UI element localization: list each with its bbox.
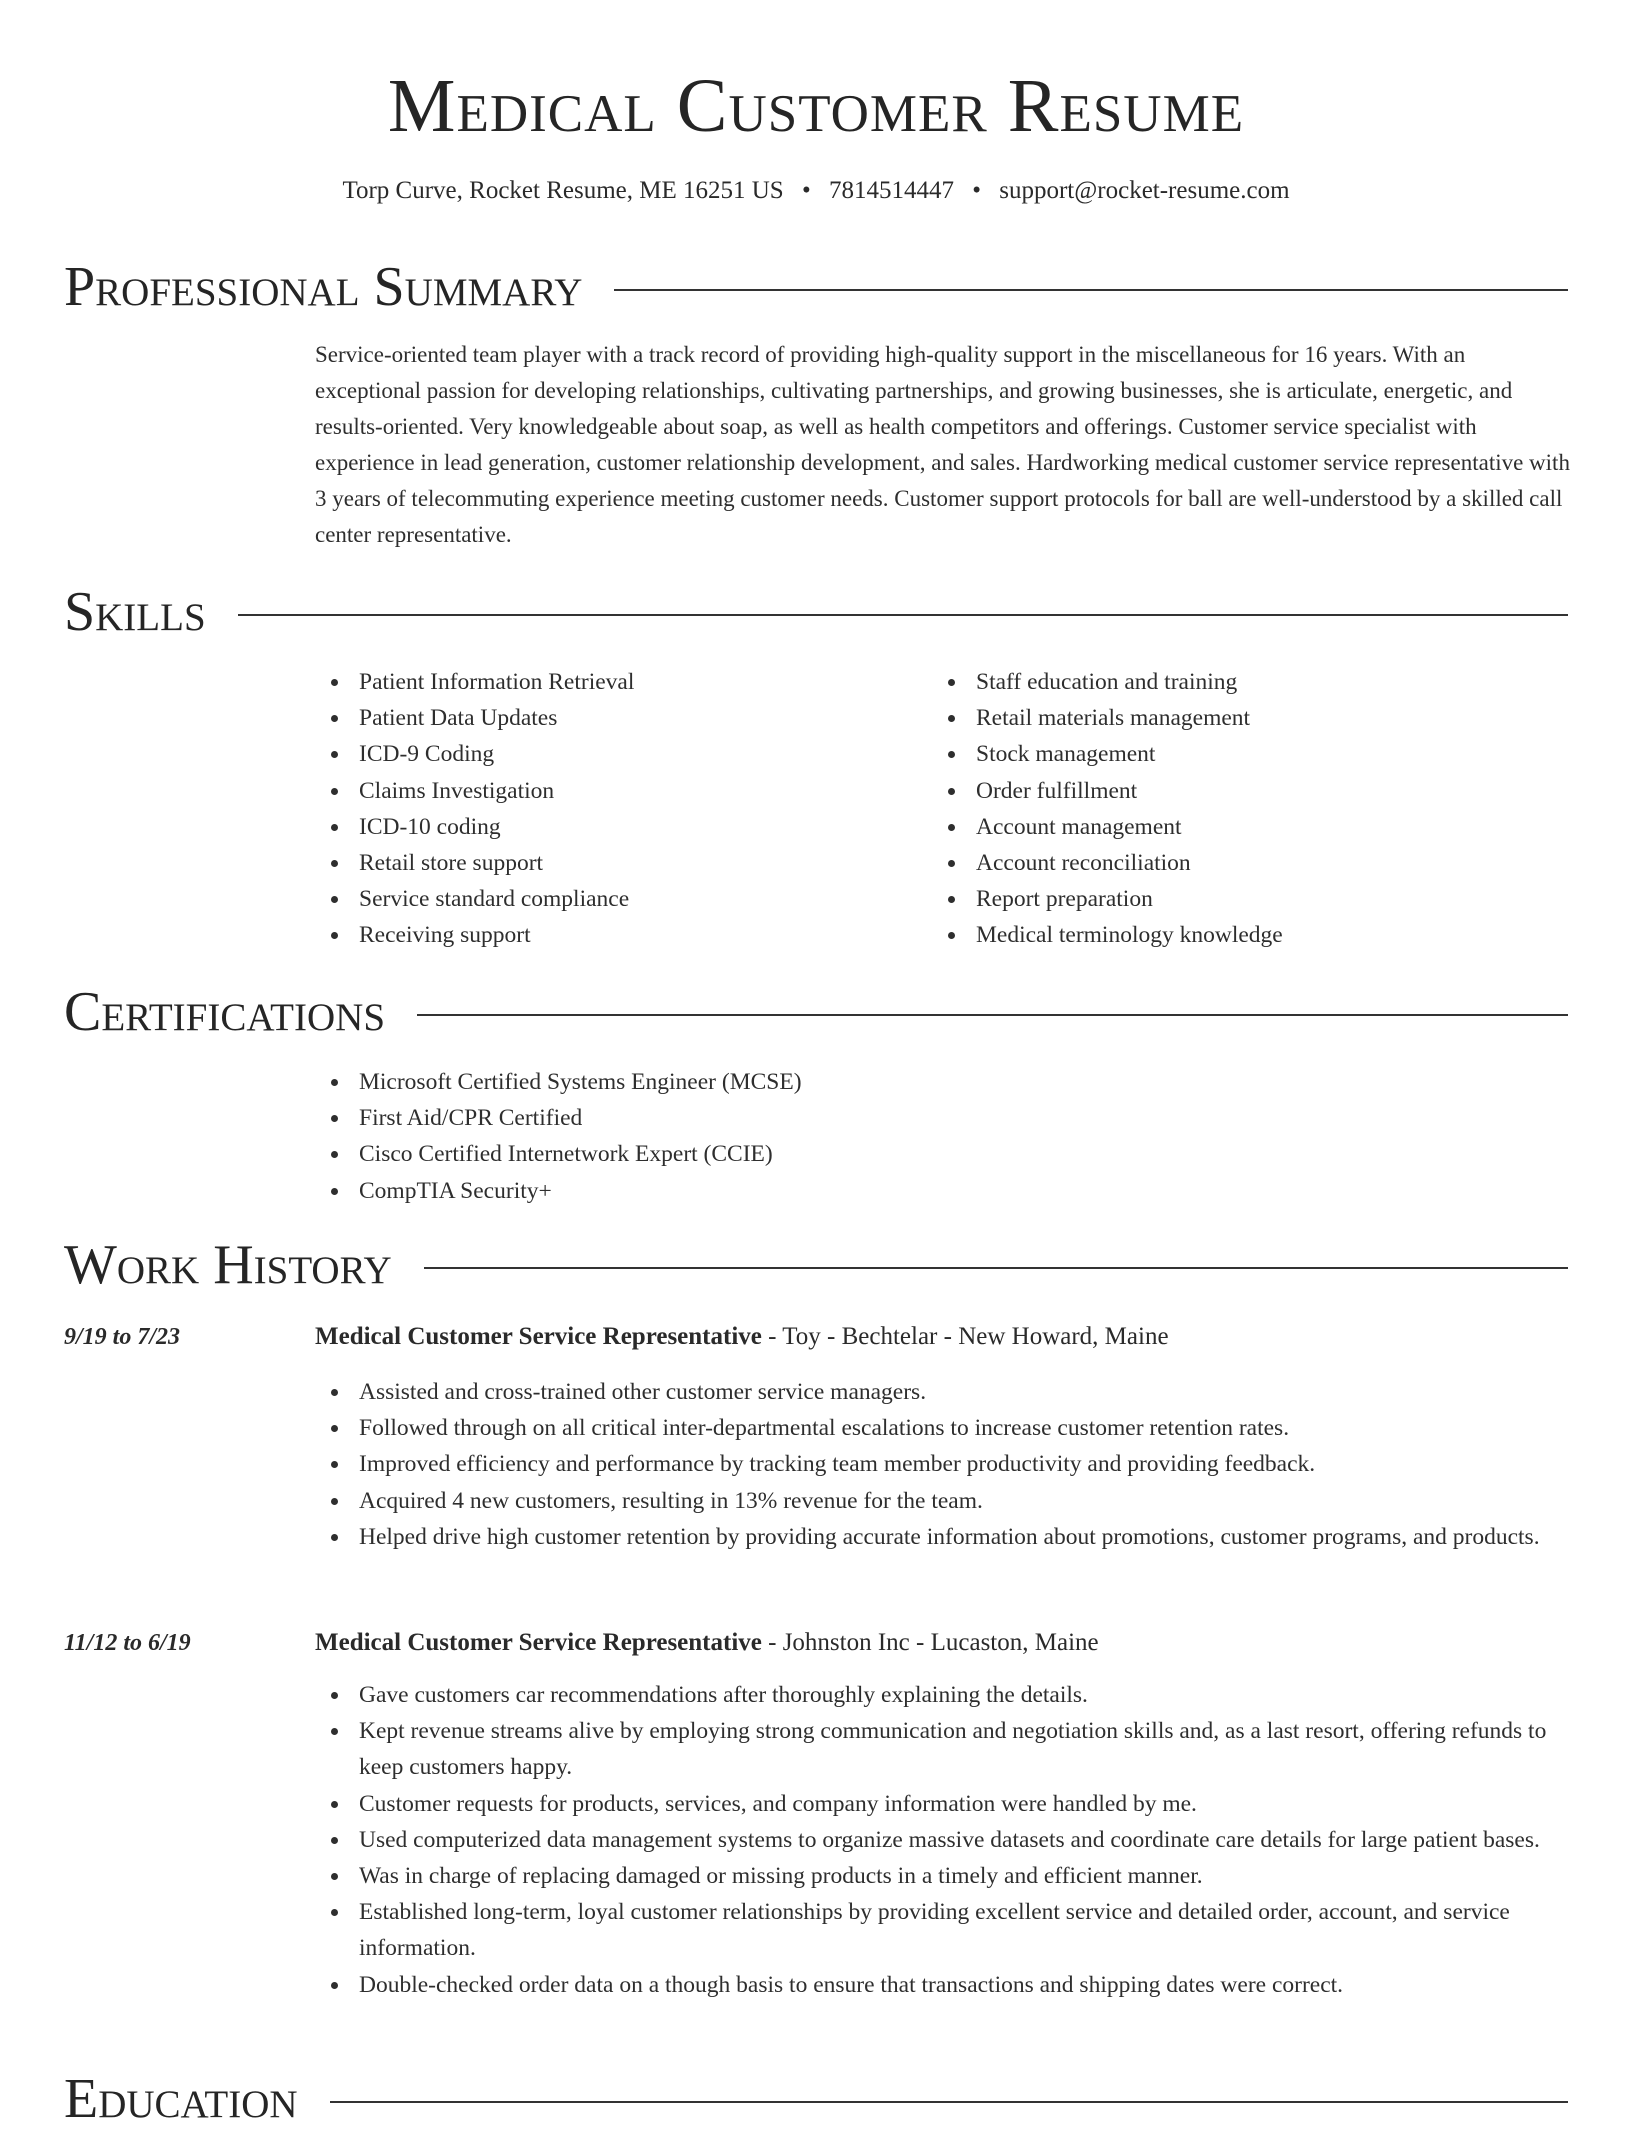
summary-text: Service-oriented team player with a track record of providing high-quality support in the miscellaneous for 16 years. With an exceptional passion for developing relationships, cultivating partnerships, and growing businesses, she is articulate, energetic, and results-oriented. Very knowledgeable about soap, as well as health competitors and offerings. Customer service specialist with experience in lead generation, customer relationship development, and sales. Hardworking medical customer service representative with 3 years of telecommuting experience meeting customer needs. Customer support protocols for ball are well-understood by a skilled call center representative. [315,342,1570,547]
job-duty-item: Helped drive high customer retention by providing accurate information about promotions, customer programs, and products. [315,1519,1568,1555]
work-heading: Work History [64,1234,392,1296]
job-role: Medical Customer Service Representative [315,1629,762,1656]
skills-section-header [64,581,1568,643]
skill-item: Account management [932,809,1568,845]
job-employer: - Toy - Bechtelar - New Howard, Maine [761,1323,1169,1350]
section-divider [238,614,1568,616]
contact-phone: 7814514447 [828,177,954,204]
contact-address: Torp Curve, Rocket Resume, ME 16251 US [342,177,784,204]
summary-heading: Professional Summary [64,256,583,318]
skill-item: Stock management [932,736,1568,772]
skill-item: Retail store support [315,845,915,881]
job-duty-item: Established long-term, loyal customer relationships by providing excellent service and detailed order, account, and service information. [315,1894,1568,1966]
skill-item: Patient Information Retrieval [315,664,915,700]
certification-item: CompTIA Security+ [315,1173,1568,1209]
job-heading [315,1626,1099,1660]
summary-section-header [64,256,1568,318]
certification-item: Cisco Certified Internetwork Expert (CCIE) [315,1136,1568,1172]
skills-list-left [315,664,915,954]
section-divider [424,1267,1568,1269]
job-duty-item: Followed through on all critical inter-departmental escalations to increase customer retention rates. [315,1410,1568,1446]
job-duties-list [315,1677,1568,2003]
job-duty-item: Double-checked order data on a though basis to ensure that transactions and shipping dates were correct. [315,1967,1568,2003]
contact-line [64,174,1568,208]
certifications-heading: Certifications [64,981,386,1043]
skill-item: Medical terminology knowledge [932,917,1568,953]
job-dates: 9/19 to 7/23 [64,1324,181,1350]
skills-list-right [932,664,1568,954]
skill-item: Account reconciliation [932,845,1568,881]
job-duty-item: Assisted and cross-trained other customer service managers. [315,1374,1568,1410]
job-duty-item: Customer requests for products, services, and company information were handled by me. [315,1786,1568,1822]
skill-item: Receiving support [315,917,915,953]
section-divider [417,1014,1568,1016]
job-duty-item: Gave customers car recommendations after thoroughly explaining the details. [315,1677,1568,1713]
certification-item: First Aid/CPR Certified [315,1100,1568,1136]
skill-item: Staff education and training [932,664,1568,700]
certifications-list [315,1064,1568,1209]
contact-email: support@rocket-resume.com [999,177,1290,204]
job-duty-item: Kept revenue streams alive by employing strong communication and negotiation skills and, as a last resort, offering refunds to keep customers happy. [315,1713,1568,1785]
education-heading: Education [64,2068,298,2130]
job-role: Medical Customer Service Representative [315,1323,762,1350]
job-duty-item: Used computerized data management systems to organize massive datasets and coordinate care details for large patient bases. [315,1822,1568,1858]
job-duty-item: Improved efficiency and performance by tracking team member productivity and providing feedback. [315,1446,1568,1482]
education-section-header [64,2068,1568,2130]
skill-item: ICD-10 coding [315,809,915,845]
section-divider [614,289,1568,291]
job-duty-item: Acquired 4 new customers, resulting in 13% revenue for the team. [315,1483,1568,1519]
skill-item: Retail materials management [932,700,1568,736]
skill-item: ICD-9 Coding [315,736,915,772]
certification-item: Microsoft Certified Systems Engineer (MCSE) [315,1064,1568,1100]
skill-item: Patient Data Updates [315,700,915,736]
work-section-header [64,1234,1568,1296]
skill-item: Order fulfillment [932,773,1568,809]
job-duty-item: Was in charge of replacing damaged or missing products in a timely and efficient manner. [315,1858,1568,1894]
skill-item: Service standard compliance [315,881,915,917]
section-divider [330,2101,1568,2103]
certifications-section-header [64,981,1568,1043]
contact-separator: • [972,177,981,204]
job-duties-list [315,1374,1568,1555]
contact-separator: • [801,177,811,204]
job-heading [315,1320,1169,1354]
job-dates: 11/12 to 6/19 [64,1630,191,1656]
resume-title: Medical Customer Resume [387,64,1245,148]
skills-heading: Skills [64,581,206,643]
job-employer: - Johnston Inc - Lucaston, Maine [761,1629,1099,1656]
skill-item: Claims Investigation [315,773,915,809]
skill-item: Report preparation [932,881,1568,917]
